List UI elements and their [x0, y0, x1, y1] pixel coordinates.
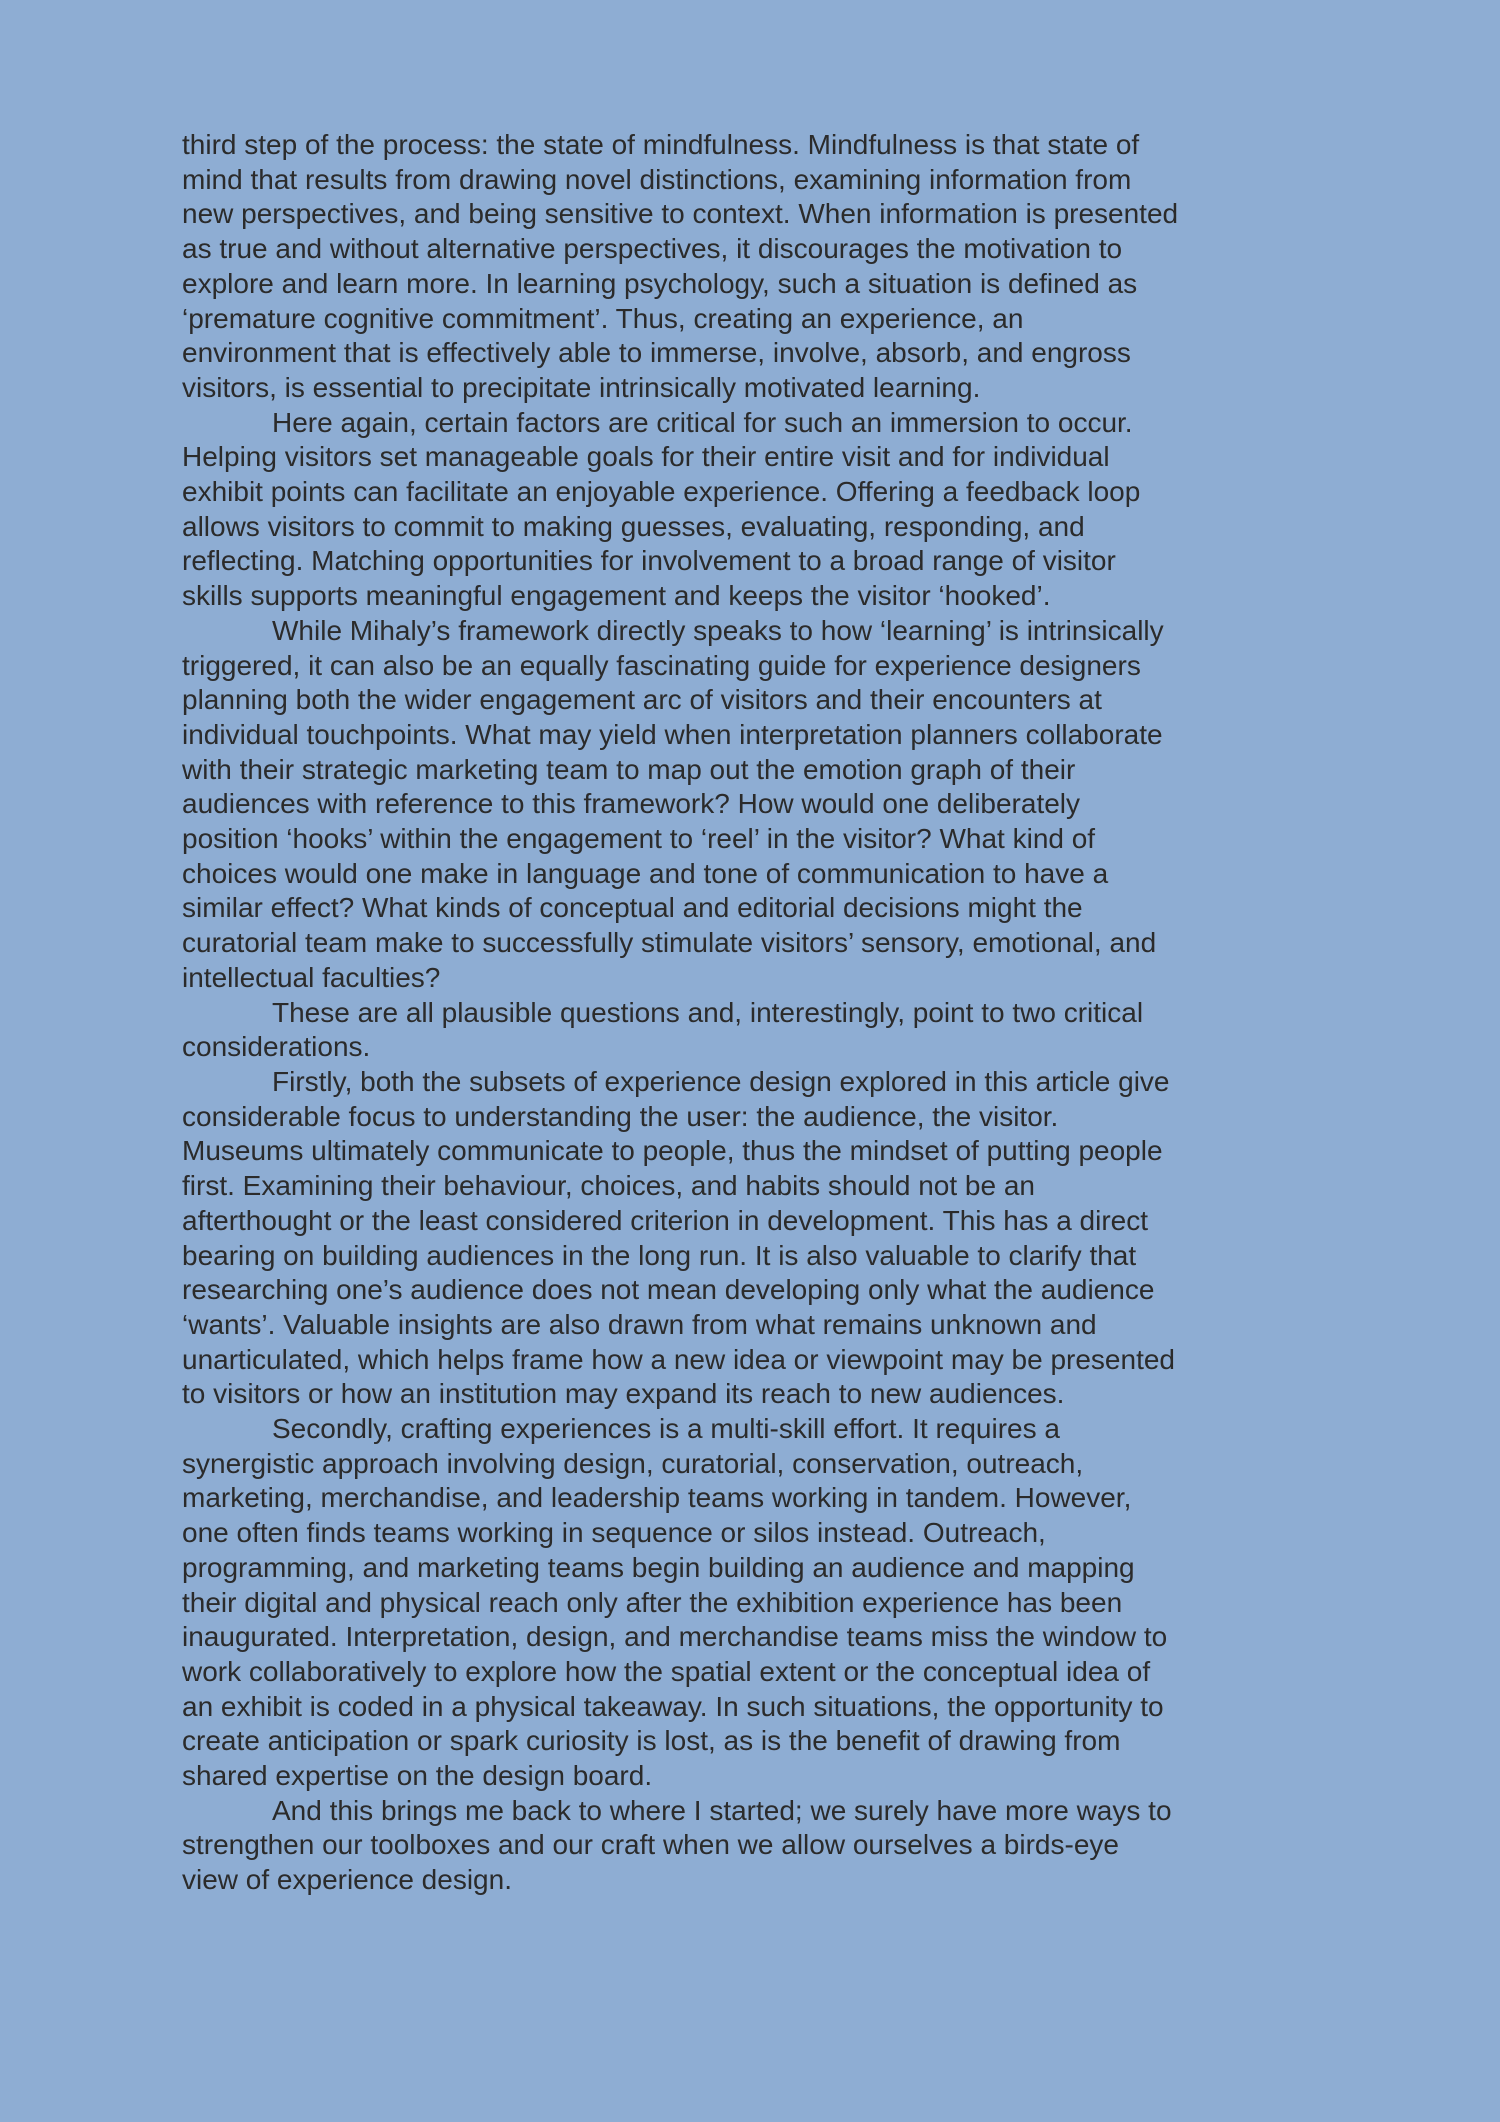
- paragraph-framework-questions: While Mihaly’s framework directly speaks to how ‘learning’ is intrinsically triggered, it can also be an equally fascinating guide for experience designers planning both the wider engagement arc of visitors and their encounters at individual touchpoints. What may yield when interpretation planners collaborate with their strategic marketing team to map out the emotion graph of their audiences with reference to this framework? How would one deliberately position ‘hooks’ within the engagement to ‘reel’ in the visitor? What kind of choices would one make in language and tone of communication to have a similar effect? What kinds of conceptual and editorial decisions might the curatorial team make to successfully stimulate visitors’ sensory, emotional, and intellectual faculties?: [182, 614, 1164, 993]
- paragraph-immersion-factors: Here again, certain factors are critical for such an immersion to occur. Helping visitors set manageable goals for their entire visit and for individual exhibit points can facilitate an enjoyable experience. Offering a feedback loop allows visitors to commit to making guesses, evaluating, responding, and reflecting. Matching opportunities for involvement to a broad range of visitor skills supports meaningful engagement and keeps the visitor ‘hooked’.: [182, 406, 1141, 612]
- paragraph-mindfulness: third step of the process: the state of mindfulness. Mindfulness is that state of mind that results from drawing novel distinctions, examining information from new perspectives, and being sensitive to context. When information is presented as true and without alternative perspectives, it discourages the motivation to explore and learn more. In learning psychology, such a situation is defined as ‘premature cognitive commitment’. Thus, creating an experience, an environment that is effectively able to immerse, involve, absorb, and engross visitors, is essential to precipitate intrinsically motivated learning.: [182, 129, 1179, 403]
- paragraph-considerations: These are all plausible questions and, interestingly, point to two critical considerations.: [182, 996, 1144, 1063]
- article-body: [182, 128, 1182, 1898]
- paragraph-conclusion: And this brings me back to where I started; we surely have more ways to strengthen our toolboxes and our craft when we allow ourselves a birds-eye view of experience design.: [182, 1794, 1172, 1896]
- paragraph-firstly: Firstly, both the subsets of experience design explored in this article give considerable focus to understanding the user: the audience, the visitor. Museums ultimately communicate to people, thus the mindset of putting people first. Examining their behaviour, choices, and habits should not be an afterthought or the least considered criterion in development. This has a direct bearing on building audiences in the long run. It is also valuable to clarify that researching one’s audience does not mean developing only what the audience ‘wants’. Valuable insights are also drawn from what remains unknown and unarticulated, which helps frame how a new idea or viewpoint may be presented to visitors or how an institution may expand its reach to new audiences.: [182, 1065, 1176, 1410]
- paragraph-secondly: Secondly, crafting experiences is a multi-skill effort. It requires a synergistic approach involving design, curatorial, conservation, outreach, marketing, merchandise, and leadership teams working in tandem. However, one often finds teams working in sequence or silos instead. Outreach, programming, and marketing teams begin building an audience and mapping their digital and physical reach only after the exhibition experience has been inaugurated. Interpretation, design, and merchandise teams miss the window to work collaboratively to explore how the spatial extent or the conceptual idea of an exhibit is coded in a physical takeaway. In such situations, the opportunity to create anticipation or spark curiosity is lost, as is the benefit of drawing from shared expertise on the design board.: [182, 1413, 1168, 1792]
